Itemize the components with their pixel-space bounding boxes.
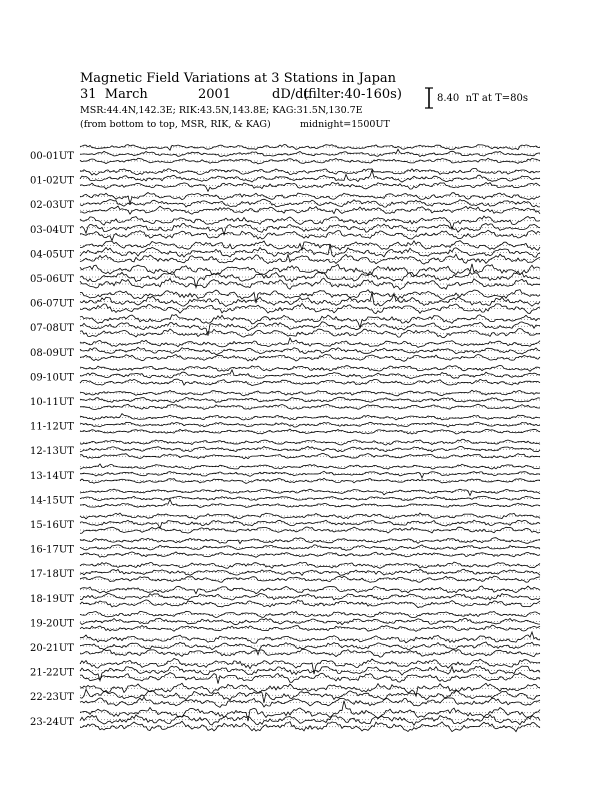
row-label: 12-13UT: [30, 446, 74, 458]
trace-kag: [80, 489, 540, 495]
row-label: 23-24UT: [30, 716, 74, 728]
trace-kag: [80, 632, 540, 643]
trace-msr: [80, 329, 540, 338]
row-label: 06-07UT: [30, 298, 74, 310]
row-label: 09-10UT: [30, 372, 74, 384]
trace-msr: [80, 673, 540, 684]
trace-rik: [80, 199, 540, 207]
row-label: 19-20UT: [30, 618, 74, 630]
row-label: 08-09UT: [30, 347, 74, 359]
trace-msr: [80, 721, 540, 731]
trace-kag: [80, 464, 540, 469]
trace-rik: [80, 322, 540, 336]
row-label: 01-02UT: [30, 175, 74, 187]
trace-rik: [80, 422, 540, 427]
trace-rik: [80, 569, 540, 575]
trace-msr: [80, 478, 540, 483]
trace-kag: [80, 611, 540, 617]
trace-msr: [80, 183, 540, 192]
trace-kag: [80, 659, 540, 675]
midnight-note: midnight=1500UT: [300, 119, 390, 130]
trace-kag: [80, 216, 540, 229]
trace-rik: [80, 347, 540, 354]
row-label: 16-17UT: [30, 544, 74, 556]
trace-msr: [80, 625, 540, 631]
row-label: 04-05UT: [30, 249, 74, 261]
trace-kag: [80, 145, 540, 151]
trace-kag: [80, 315, 540, 328]
row-label: 18-19UT: [30, 593, 74, 605]
trace-rik: [80, 370, 540, 378]
row-label: 21-22UT: [30, 667, 74, 679]
trace-msr: [80, 499, 540, 507]
trace-msr: [80, 552, 540, 557]
row-label: 22-23UT: [30, 692, 74, 704]
trace-msr: [80, 354, 540, 361]
trace-rik: [80, 224, 540, 235]
row-label: 15-16UT: [30, 520, 74, 531]
trace-rik: [80, 471, 540, 478]
date-label: 31 March: [80, 87, 148, 102]
order-note: (from bottom to top, MSR, RIK, & KAG): [80, 119, 271, 130]
trace-rik: [80, 397, 540, 402]
mode-label: dD/dt: [272, 87, 309, 102]
row-label: 11-12UT: [30, 421, 74, 433]
row-label: 05-06UT: [30, 274, 74, 285]
trace-rik: [80, 642, 540, 655]
trace-kag: [80, 338, 540, 348]
trace-rik: [80, 149, 540, 156]
chart-title: Magnetic Field Variations at 3 Stations in Japan: [80, 71, 397, 86]
trace-msr: [80, 454, 540, 459]
row-label: 14-15UT: [30, 495, 74, 507]
row-label: 00-01UT: [30, 151, 74, 162]
trace-rik: [80, 520, 540, 528]
year-label: 2001: [198, 87, 232, 102]
trace-msr: [80, 404, 540, 409]
filter-label: (filter:40-160s): [303, 87, 402, 102]
trace-kag: [80, 290, 540, 304]
trace-rik: [80, 245, 540, 257]
row-label: 07-08UT: [30, 323, 74, 335]
stations-label: MSR:44.4N,142.3E; RIK:43.5N,143.8E; KAG:31.5N,130.7E: [80, 105, 363, 116]
row-label: 10-11UT: [30, 397, 74, 408]
row-label: 02-03UT: [30, 200, 74, 212]
trace-msr: [80, 230, 540, 240]
row-label: 20-21UT: [30, 643, 74, 654]
row-label: 03-04UT: [30, 224, 74, 236]
row-label: 17-18UT: [30, 569, 74, 581]
trace-kag: [80, 414, 540, 420]
trace-msr: [80, 649, 540, 657]
trace-kag: [80, 390, 540, 396]
scale-label: 8.40 nT at T=80s: [437, 93, 528, 104]
row-label: 13-14UT: [30, 470, 74, 482]
